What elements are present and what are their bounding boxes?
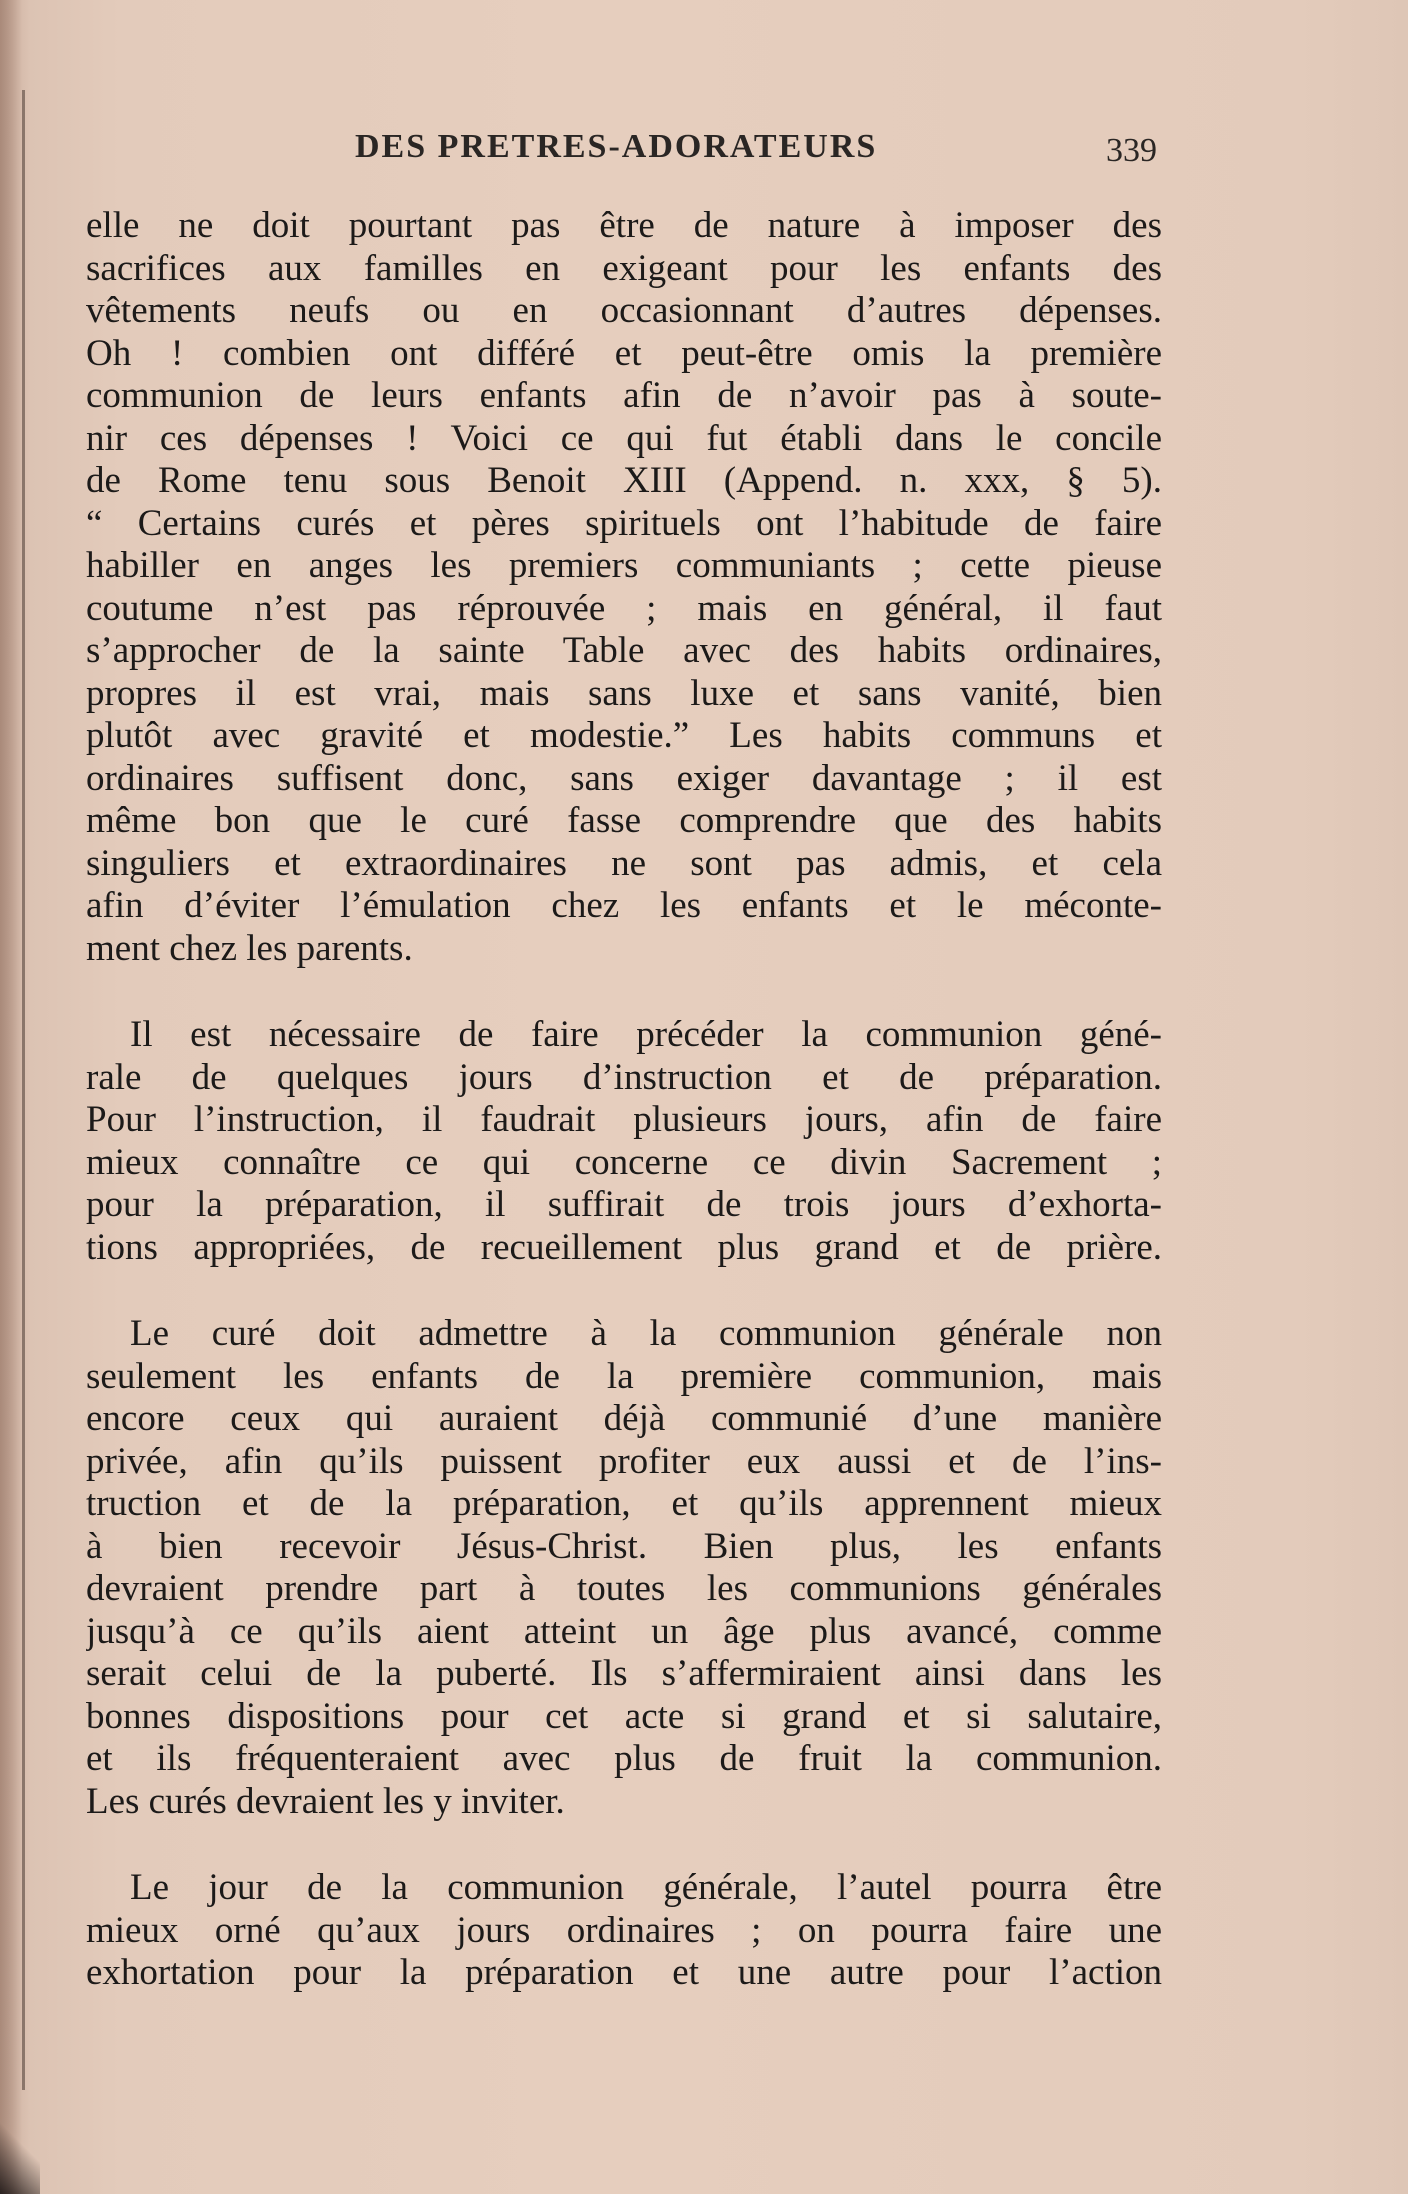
- text-line: Le curé doit admettre à la communion générale non: [130, 1313, 1162, 1354]
- paragraph-gap: [86, 1823, 1162, 1867]
- text-line: Le jour de la communion générale, l’autel pourra être: [130, 1867, 1162, 1908]
- text-line: “ Certains curés et pères spirituels ont l’habitude de faire: [86, 502, 1162, 544]
- paragraph-gap: [86, 1269, 1162, 1313]
- body-text: [86, 205, 1162, 1995]
- text-line: à bien recevoir Jésus-Christ. Bien plus, les enfants: [86, 1525, 1162, 1567]
- text-line: jusqu’à ce qu’ils aient atteint un âge plus avancé, comme: [86, 1610, 1162, 1652]
- text-line: ordinaires suffisent donc, sans exiger davantage ; il est: [86, 757, 1162, 799]
- text-line: de Rome tenu sous Benoit XIII (Append. n. xxx, § 5).: [86, 460, 1162, 501]
- text-line: Il est nécessaire de faire précéder la communion géné-: [130, 1014, 1162, 1055]
- paragraph-2: [86, 1014, 1162, 1269]
- text-line: bonnes dispositions pour cet acte si grand et si salutaire,: [86, 1695, 1162, 1737]
- text-line: sacrifices aux familles en exigeant pour les enfants des: [86, 247, 1162, 289]
- text-line: nir ces dépenses ! Voici ce qui fut établi dans le concile: [86, 417, 1162, 459]
- paragraph-4: [86, 1867, 1162, 1995]
- text-line: privée, afin qu’ils puissent profiter eux aussi et de l’ins-: [86, 1440, 1162, 1482]
- text-line: Les curés devraient les y inviter.: [86, 1780, 565, 1822]
- text-line: serait celui de la puberté. Ils s’affermiraient ainsi dans les: [86, 1653, 1162, 1694]
- text-line: devraient prendre part à toutes les communions générales: [86, 1568, 1162, 1609]
- text-line: même bon que le curé fasse comprendre que des habits: [86, 800, 1162, 841]
- text-line: Pour l’instruction, il faudrait plusieurs jours, afin de faire: [86, 1099, 1162, 1140]
- corner-shadow: [0, 2114, 40, 2194]
- text-line: seulement les enfants de la première communion, mais: [86, 1355, 1162, 1397]
- text-line: pour la préparation, il suffirait de trois jours d’exhorta-: [86, 1184, 1162, 1225]
- paragraph-1: [86, 205, 1162, 970]
- text-line: tions appropriées, de recueillement plus grand et de prière.: [86, 1226, 1162, 1268]
- text-line: Oh ! combien ont différé et peut-être omis la première: [86, 332, 1162, 374]
- paragraph-gap: [86, 970, 1162, 1014]
- text-line: communion de leurs enfants afin de n’avoir pas à soute-: [86, 375, 1162, 416]
- binding-edge: [22, 90, 25, 2090]
- text-line: elle ne doit pourtant pas être de nature à imposer des: [86, 205, 1162, 246]
- text-line: exhortation pour la préparation et une autre pour l’action: [86, 1952, 1162, 1993]
- text-line: mieux connaître ce qui concerne ce divin Sacrement ;: [86, 1141, 1162, 1183]
- text-line: ment chez les parents.: [86, 927, 413, 969]
- text-line: encore ceux qui auraient déjà communié d’une manière: [86, 1398, 1162, 1439]
- running-title: DES PRETRES-ADORATEURS: [355, 128, 878, 165]
- text-line: vêtements neufs ou en occasionnant d’autres dépenses.: [86, 290, 1162, 331]
- text-line: et ils fréquenteraient avec plus de fruit la communion.: [86, 1738, 1162, 1779]
- text-line: plutôt avec gravité et modestie.” Les habits communs et: [86, 715, 1162, 756]
- text-line: singuliers et extraordinaires ne sont pas admis, et cela: [86, 842, 1162, 884]
- text-line: propres il est vrai, mais sans luxe et sans vanité, bien: [86, 672, 1162, 714]
- text-line: rale de quelques jours d’instruction et de préparation.: [86, 1056, 1162, 1098]
- text-line: afin d’éviter l’émulation chez les enfants et le méconte-: [86, 885, 1162, 926]
- text-line: mieux orné qu’aux jours ordinaires ; on pourra faire une: [86, 1909, 1162, 1951]
- page-number: 339: [1106, 132, 1157, 169]
- text-line: habiller en anges les premiers communiants ; cette pieuse: [86, 545, 1162, 586]
- text-line: s’approcher de la sainte Table avec des habits ordinaires,: [86, 630, 1162, 671]
- text-line: coutume n’est pas réprouvée ; mais en général, il faut: [86, 587, 1162, 629]
- binding-shadow: [0, 0, 22, 2194]
- text-line: truction et de la préparation, et qu’ils apprennent mieux: [86, 1483, 1162, 1524]
- paragraph-3: [86, 1313, 1162, 1823]
